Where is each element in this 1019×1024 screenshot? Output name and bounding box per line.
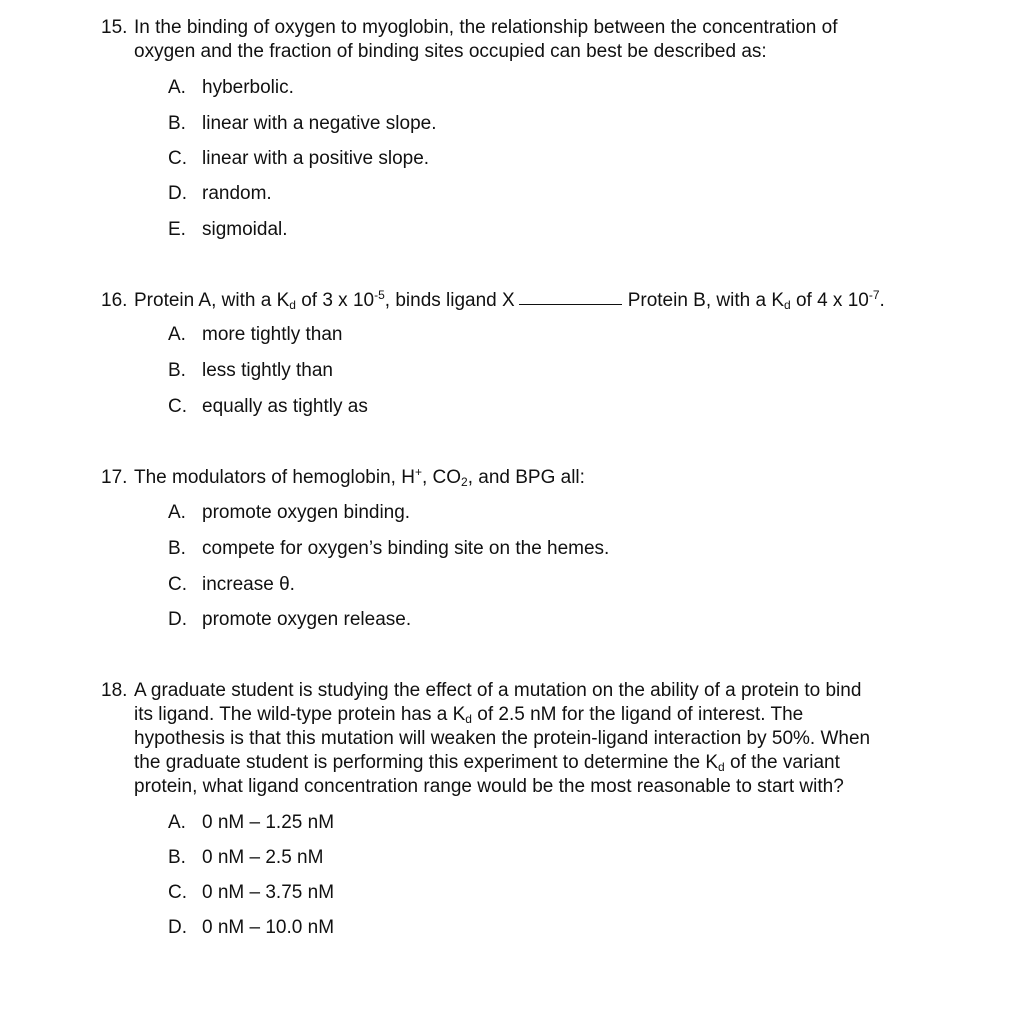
question-16-line-1	[101, 289, 961, 313]
option-15-d[interactable]	[168, 182, 272, 206]
question-text-part: , CO	[421, 467, 462, 488]
question-number: 16.	[101, 290, 128, 311]
option-letter: C.	[168, 148, 187, 169]
question-18-line-2	[101, 703, 961, 727]
question-text-part: , and BPG all:	[467, 467, 585, 488]
option-letter: C.	[168, 396, 187, 417]
option-letter: B.	[168, 360, 186, 381]
option-16-a[interactable]	[168, 323, 342, 347]
question-16	[101, 289, 961, 313]
option-letter: B.	[168, 113, 186, 134]
question-text-part: of 2.5 nM for the ligand of interest. The	[471, 704, 804, 725]
option-text: 0 nM – 10.0 nM	[202, 917, 335, 938]
superscript-plus: +	[414, 465, 422, 479]
question-number: 15.	[101, 17, 128, 38]
option-15-a[interactable]	[168, 76, 294, 100]
question-number: 17.	[101, 467, 128, 488]
option-letter: A.	[168, 502, 186, 523]
question-text-part: of the variant	[724, 752, 840, 773]
question-number: 18.	[101, 680, 128, 701]
question-18-line-3: hypothesis is that this mutation will weaken the protein-ligand interaction by 50%. When	[134, 728, 871, 749]
option-15-c[interactable]	[168, 147, 429, 171]
option-16-c[interactable]	[168, 395, 368, 419]
question-text-part: its ligand. The wild-type protein has a K	[134, 704, 466, 725]
question-text-part: Protein B, with a K	[627, 290, 784, 311]
exponent: -7	[868, 288, 880, 302]
question-text-part: Protein A, with a K	[134, 290, 290, 311]
option-letter: C.	[168, 882, 187, 903]
option-18-a[interactable]	[168, 811, 334, 835]
subscript-2: 2	[461, 475, 468, 489]
option-15-b[interactable]	[168, 112, 436, 136]
option-text: promote oxygen binding.	[202, 502, 411, 523]
option-letter: C.	[168, 574, 187, 595]
question-15-line-1	[101, 16, 961, 40]
option-15-e[interactable]	[168, 218, 288, 242]
option-17-b[interactable]	[168, 537, 609, 561]
option-18-c[interactable]	[168, 881, 334, 905]
option-16-b[interactable]	[168, 359, 333, 383]
option-letter: A.	[168, 77, 186, 98]
option-text: hyberbolic.	[202, 77, 294, 98]
subscript-d: d	[784, 298, 791, 312]
option-text: sigmoidal.	[202, 219, 288, 240]
exponent: -5	[374, 288, 385, 302]
option-text: equally as tightly as	[202, 396, 368, 417]
option-18-b[interactable]	[168, 846, 323, 870]
question-text: A graduate student is studying the effect of a mutation on the ability of a protein to bind	[134, 680, 862, 701]
question-text-part: The modulators of hemoglobin, H	[134, 467, 415, 488]
question-18-line-5: protein, what ligand concentration range would be the most reasonable to start with?	[134, 776, 844, 797]
option-letter: A.	[168, 812, 186, 833]
answer-blank	[519, 303, 622, 305]
question-text-part: .	[879, 290, 885, 311]
option-text: more tightly than	[202, 324, 343, 345]
question-text-part: , binds ligand X	[384, 290, 515, 311]
option-text: 0 nM – 1.25 nM	[202, 812, 335, 833]
option-text: linear with a negative slope.	[202, 113, 437, 134]
option-letter: E.	[168, 219, 186, 240]
option-text: compete for oxygen’s binding site on the hemes.	[202, 538, 610, 559]
question-18	[101, 679, 961, 799]
question-18-line-4	[101, 751, 961, 775]
question-text-part: of 3 x 10	[295, 290, 375, 311]
question-17-line-1	[101, 466, 961, 490]
subscript-d: d	[465, 712, 472, 726]
option-letter: D.	[168, 609, 187, 630]
option-text: 0 nM – 2.5 nM	[202, 847, 324, 868]
option-text: promote oxygen release.	[202, 609, 412, 630]
question-15	[101, 16, 961, 64]
option-letter: D.	[168, 183, 187, 204]
option-text: 0 nM – 3.75 nM	[202, 882, 335, 903]
question-text-part: of 4 x 10	[790, 290, 869, 311]
question-17	[101, 466, 961, 490]
option-17-d[interactable]	[168, 608, 411, 632]
question-text: In the binding of oxygen to myoglobin, the relationship between the concentration of	[134, 17, 838, 38]
option-17-a[interactable]	[168, 501, 410, 525]
option-text: increase θ.	[202, 574, 295, 595]
question-15-line-2: oxygen and the fraction of binding sites occupied can best be described as:	[134, 41, 767, 62]
option-text: less tightly than	[202, 360, 333, 381]
option-18-d[interactable]	[168, 916, 334, 940]
option-letter: D.	[168, 917, 187, 938]
option-letter: B.	[168, 847, 186, 868]
option-letter: A.	[168, 324, 186, 345]
option-text: random.	[202, 183, 272, 204]
subscript-d: d	[289, 298, 296, 312]
question-text-part: the graduate student is performing this experiment to determine the K	[134, 752, 719, 773]
option-letter: B.	[168, 538, 186, 559]
question-18-line-1	[101, 679, 961, 703]
option-17-c[interactable]	[168, 573, 295, 597]
subscript-d: d	[718, 760, 725, 774]
option-text: linear with a positive slope.	[202, 148, 430, 169]
